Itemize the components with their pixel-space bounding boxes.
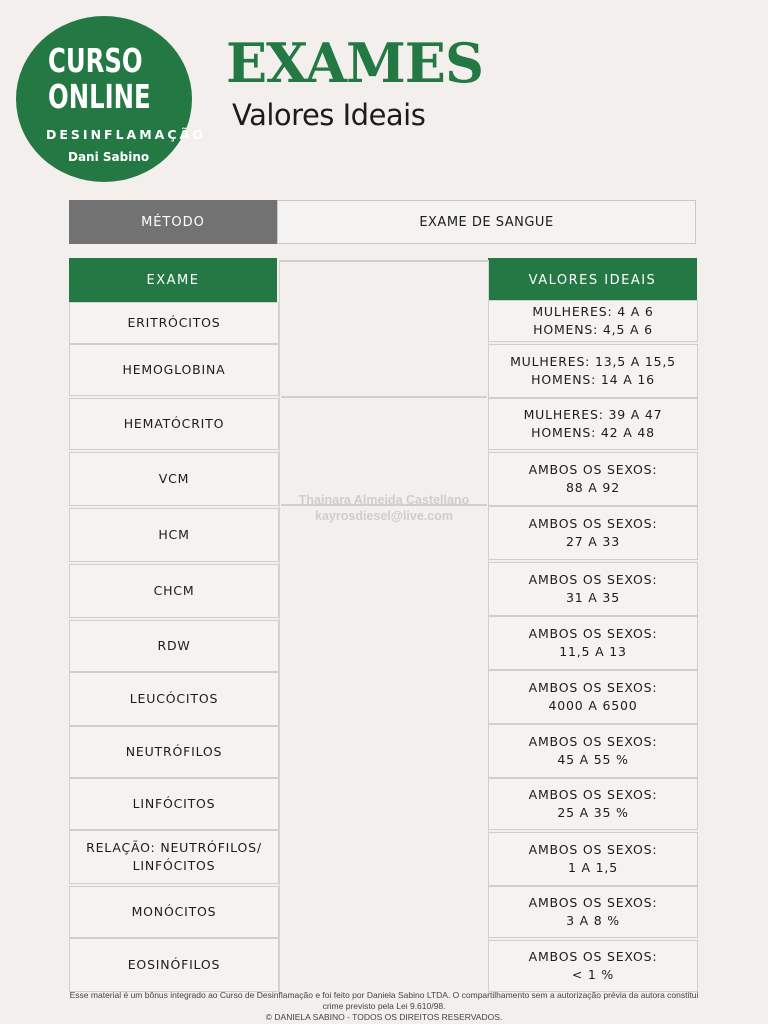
exam-name-text: MONÓCITOS [131, 904, 217, 919]
exam-name-text: LINFÓCITOS [132, 796, 216, 811]
exam-name-text: LINFÓCITOS [132, 858, 216, 873]
exam-name-cell [69, 344, 279, 396]
method-value: EXAME DE SANGUE [277, 200, 696, 244]
ideal-value-text: 4000 A 6500 [548, 698, 638, 713]
watermark-email: kayrosdiesel@live.com [315, 509, 453, 523]
exam-name-cell [69, 726, 279, 778]
exam-name-text: VCM [158, 471, 190, 486]
footer-law: crime previsto pela Lei 9.610/98. [322, 1001, 446, 1011]
exam-name-cell [69, 672, 279, 726]
exam-name-cell [69, 452, 279, 506]
ideal-value-cell [488, 940, 698, 992]
exam-name-cell [69, 302, 279, 344]
exam-name-cell [69, 778, 279, 830]
ideal-value-text: AMBOS OS SEXOS: [528, 895, 658, 910]
exam-name-cell [69, 620, 279, 672]
exam-column-header: EXAME [69, 258, 277, 302]
exam-name-text: HEMATÓCRITO [123, 416, 225, 431]
footer [0, 990, 768, 1023]
ideal-value-text: AMBOS OS SEXOS: [528, 626, 658, 641]
ideal-value-text: 3 A 8 % [566, 913, 620, 928]
exam-name-cell [69, 830, 279, 884]
ideal-value-cell [488, 398, 698, 450]
exam-name-text: ERITRÓCITOS [127, 315, 221, 330]
exam-name-cell [69, 564, 279, 618]
ideal-value-cell [488, 724, 698, 778]
ideal-value-cell [488, 778, 698, 830]
watermark [270, 492, 498, 524]
ideal-value-text: 1 A 1,5 [568, 860, 618, 875]
ideal-value-cell [488, 344, 698, 398]
ideal-value-text: 45 A 55 % [557, 752, 629, 767]
ideal-value-text: AMBOS OS SEXOS: [528, 462, 658, 477]
logo-line-curso: CURSO [48, 41, 143, 80]
logo-line-author: Dani Sabino [68, 150, 150, 164]
ideal-value-cell [488, 300, 698, 342]
ideal-value-text: HOMENS: 14 A 16 [531, 372, 655, 387]
ideal-value-cell [488, 832, 698, 886]
middle-column [279, 260, 489, 996]
ideal-value-text: AMBOS OS SEXOS: [528, 680, 658, 695]
ideal-value-text: AMBOS OS SEXOS: [528, 516, 658, 531]
ideal-value-text: 27 A 33 [566, 534, 620, 549]
ideal-value-text: AMBOS OS SEXOS: [528, 572, 658, 587]
ideal-value-text: 88 A 92 [566, 480, 620, 495]
logo-line-online: ONLINE [48, 77, 151, 116]
exam-name-cell [69, 508, 279, 562]
page-subtitle: Valores Ideais [232, 98, 426, 132]
ideal-value-text: HOMENS: 4,5 A 6 [533, 322, 653, 337]
footer-disclaimer: Esse material é um bônus integrado ao Curso de Desinflamação e foi feito por Daniela Sabino LTDA. O compartilhamento sem a autorização prévia da autora constitui [69, 990, 699, 1000]
page-title: EXAMES [226, 31, 483, 95]
ideal-value-text: AMBOS OS SEXOS: [528, 949, 658, 964]
ideal-value-cell [488, 452, 698, 506]
exam-name-text: LEUCÓCITOS [129, 691, 219, 706]
exam-name-cell [69, 886, 279, 938]
ideal-value-cell [488, 670, 698, 724]
values-column-header: VALORES IDEAIS [488, 258, 697, 302]
exam-name-text: RDW [157, 638, 191, 653]
method-label: MÉTODO [69, 200, 277, 244]
ideal-value-cell [488, 886, 698, 938]
course-logo-badge [16, 16, 206, 182]
ideal-value-text: < 1 % [571, 967, 615, 982]
ideal-value-text: 11,5 A 13 [559, 644, 627, 659]
ideal-value-text: 31 A 35 [566, 590, 620, 605]
exam-name-cell [69, 398, 279, 450]
ideal-value-text: MULHERES: 4 A 6 [532, 304, 654, 319]
ideal-value-cell [488, 562, 698, 616]
exam-name-text: NEUTRÓFILOS [125, 744, 223, 759]
exam-name-cell [69, 938, 279, 992]
watermark-name: Thainara Almeida Castellano [298, 493, 470, 507]
logo-line-desinflamacao: DESINFLAMAÇÃO [46, 127, 206, 142]
ideal-value-text: AMBOS OS SEXOS: [528, 842, 658, 857]
ideal-value-cell [488, 506, 698, 560]
exam-name-text: EOSINÓFILOS [127, 957, 221, 972]
footer-copyright: © DANIELA SABINO - TODOS OS DIREITOS RESERVADOS. [265, 1012, 503, 1022]
ideal-value-cell [488, 616, 698, 670]
middle-divider [281, 396, 487, 398]
ideal-value-text: MULHERES: 39 A 47 [523, 407, 663, 422]
ideal-value-text: 25 A 35 % [557, 805, 629, 820]
exam-name-text: CHCM [153, 583, 195, 598]
exam-name-text: HCM [158, 527, 190, 542]
ideal-value-text: AMBOS OS SEXOS: [528, 787, 658, 802]
ideal-value-text: MULHERES: 13,5 A 15,5 [510, 354, 676, 369]
ideal-value-text: HOMENS: 42 A 48 [531, 425, 655, 440]
exam-name-text: HEMOGLOBINA [122, 362, 226, 377]
ideal-value-text: AMBOS OS SEXOS: [528, 734, 658, 749]
exam-name-text: RELAÇÃO: NEUTRÓFILOS/ [86, 840, 262, 855]
